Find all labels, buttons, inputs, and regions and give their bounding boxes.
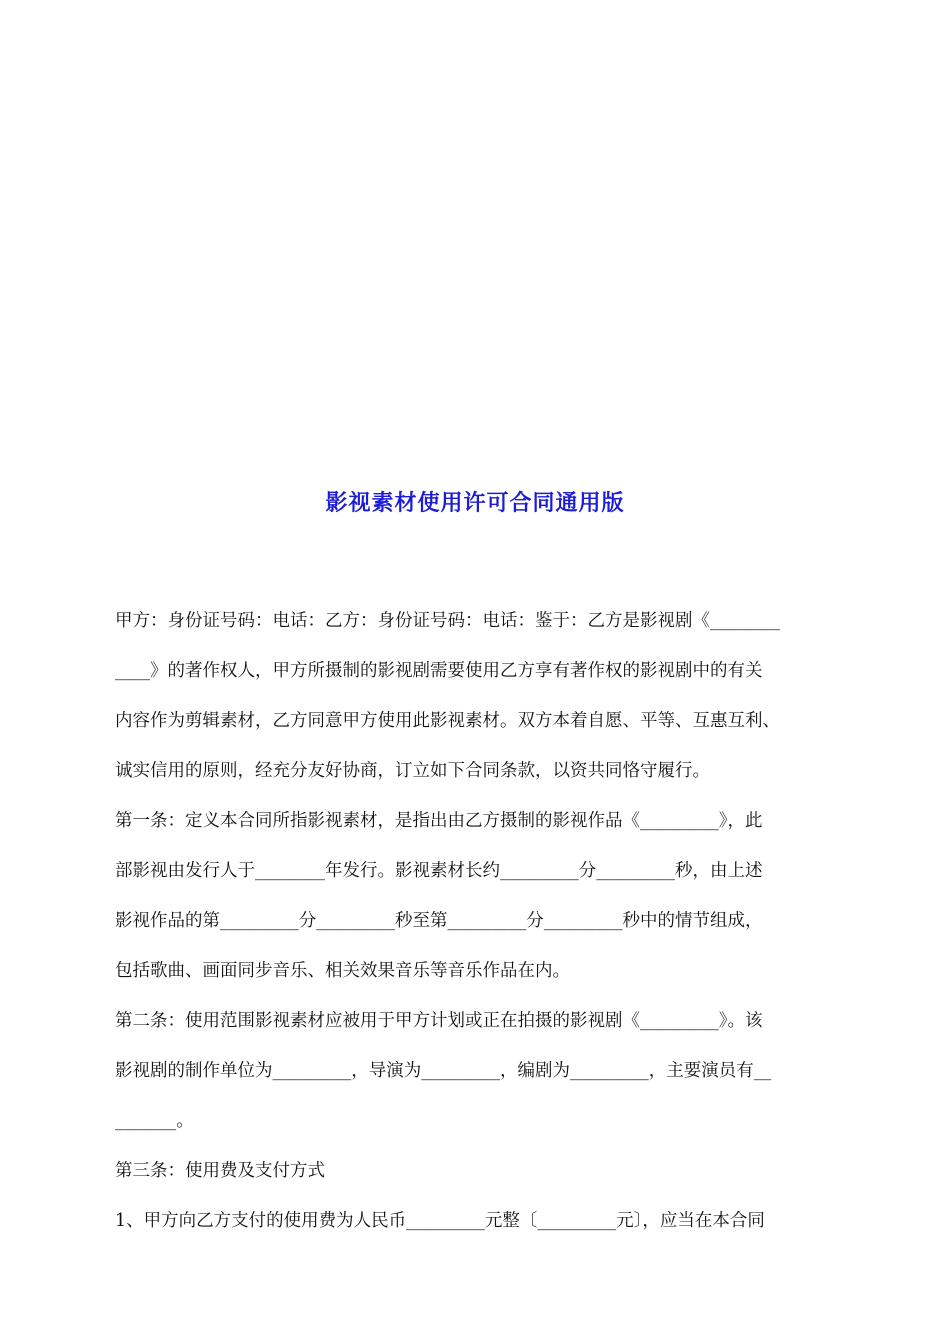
body-line-2: ____》的著作权人，甲方所摄制的影视剧需要使用乙方享有著作权的影视剧中的有关	[115, 661, 763, 681]
article-1-line-4: 包括歌曲、画面同步音乐、相关效果音乐等音乐作品在内。	[115, 961, 570, 981]
article-1-line-1: 第一条：定义本合同所指影视素材，是指出由乙方摄制的影视作品《_________》，此	[115, 811, 763, 831]
body-line-4: 诚实信用的原则，经充分友好协商，订立如下合同条款，以资共同恪守履行。	[115, 761, 710, 781]
article-2-line-2: 影视剧的制作单位为_________，导演为_________，编剧为_________，主要演员有__	[115, 1061, 772, 1081]
article-3-heading: 第三条：使用费及支付方式	[115, 1161, 325, 1181]
article-2-line-1: 第二条：使用范围影视素材应被用于甲方计划或正在拍摄的影视剧《_________》。该	[115, 1011, 763, 1031]
article-2-line-3: _______。	[115, 1111, 194, 1131]
body-line-1: 甲方：身份证号码：电话：乙方：身份证号码：电话：鉴于：乙方是影视剧《________	[115, 611, 780, 631]
document-body	[115, 604, 840, 1254]
article-1-line-3: 影视作品的第_________分_________秒至第_________分_________秒中的情节组成，	[115, 911, 763, 931]
body-line-3: 内容作为剪辑素材，乙方同意甲方使用此影视素材。双方本着自愿、平等、互惠互利、	[115, 711, 780, 731]
article-1-line-2: 部影视由发行人于________年发行。影视素材长约_________分_________秒，由上述	[115, 861, 763, 881]
article-3-item-1: 1、甲方向乙方支付的使用费为人民币_________元整〔_________元〕，应当在本合同	[115, 1211, 765, 1231]
document-title: 影视素材使用许可合同通用版	[325, 490, 625, 516]
